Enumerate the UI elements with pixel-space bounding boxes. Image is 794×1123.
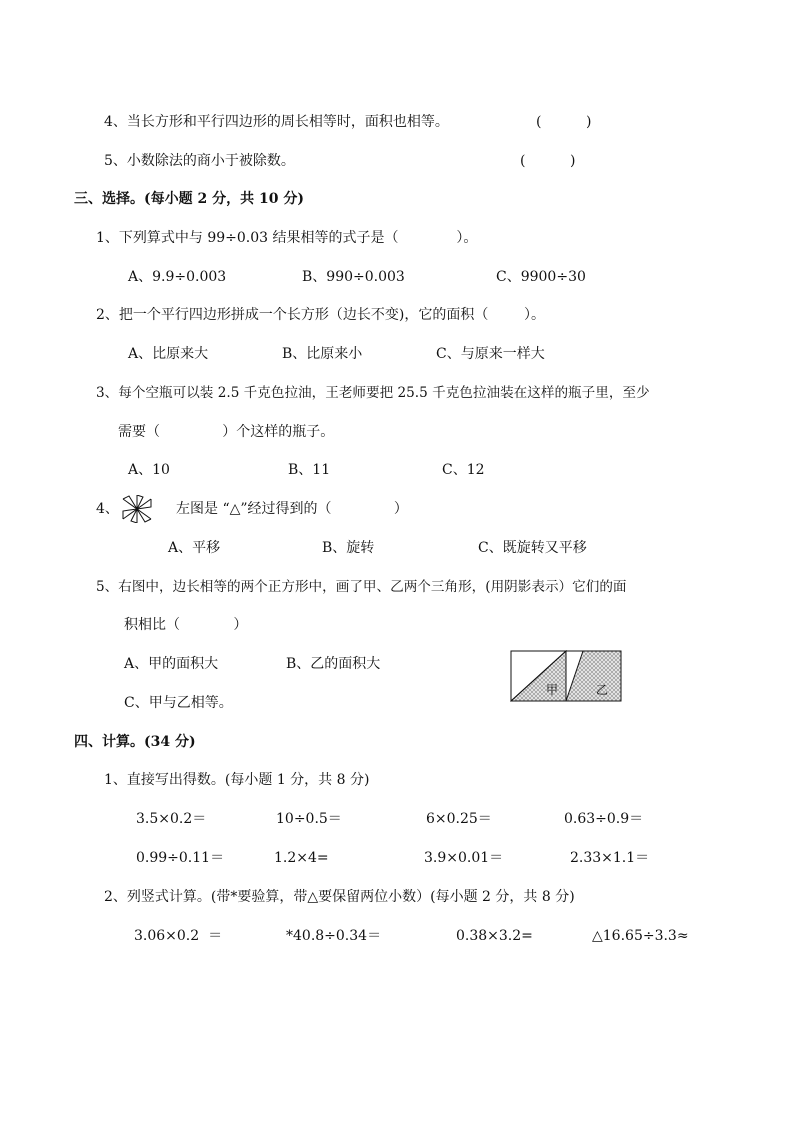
section-4-title: 四、计算。(34 分): [74, 734, 196, 750]
choice-5-option-a: A、甲的面积大: [124, 656, 219, 672]
calc-part-1-title: 1、直接写出得数。(每小题 1 分，共 8 分): [104, 772, 370, 788]
choice-5-option-b: B、乙的面积大: [286, 656, 381, 672]
choice-question-4: 左图是 “△”经过得到的（ ）: [176, 501, 408, 517]
oral-calc-1: 3.5×0.2＝: [136, 811, 207, 827]
choice-4-option-b: B、旋转: [322, 540, 375, 556]
vertical-calc-4: △16.65÷3.3≈: [592, 928, 689, 944]
choice-2-option-c: C、与原来一样大: [436, 346, 545, 362]
choice-5-option-c: C、甲与乙相等。: [124, 695, 233, 711]
judge-question-5: 5、小数除法的商小于被除数。: [104, 153, 295, 169]
choice-3-option-b: B、11: [288, 462, 331, 478]
judge-answer-bracket-5: ( ): [520, 153, 576, 169]
figure-label-jia: 甲: [546, 683, 559, 697]
choice-4-option-a: A、平移: [168, 540, 221, 556]
oral-calc-2: 10÷0.5＝: [276, 811, 342, 827]
choice-1-option-a: A、9.9÷0.003: [128, 269, 227, 285]
vertical-calc-3: 0.38×3.2=: [456, 928, 533, 944]
choice-1-option-b: B、990÷0.003: [302, 269, 405, 285]
two-squares-triangle-figure: [510, 650, 622, 702]
choice-question-3-cont: 需要（ ）个这样的瓶子。: [118, 424, 335, 440]
judge-question-4: 4、当长方形和平行四边形的周长相等时，面积也相等。: [104, 114, 449, 130]
oral-calc-8: 2.33×1.1＝: [570, 850, 650, 866]
oral-calc-7: 3.9×0.01＝: [424, 850, 504, 866]
vertical-calc-2: *40.8÷0.34＝: [286, 928, 382, 944]
choice-question-1: 1、下列算式中与 99÷0.03 结果相等的式子是（ ）。: [96, 230, 478, 246]
choice-3-option-c: C、12: [442, 462, 485, 478]
choice-question-4-number: 4、: [96, 501, 119, 517]
oral-calc-3: 6×0.25＝: [426, 811, 492, 827]
section-3-title: 三、选择。(每小题 2 分，共 10 分): [74, 191, 304, 207]
oral-calc-5: 0.99÷0.11＝: [136, 850, 225, 866]
choice-question-5: 5、右图中，边长相等的两个正方形中，画了甲、乙两个三角形，(用阴影表示）它们的面: [96, 579, 627, 595]
choice-2-option-b: B、比原来小: [282, 346, 363, 362]
oral-calc-6: 1.2×4=: [274, 850, 329, 866]
choice-question-5-cont: 积相比（ ）: [124, 617, 248, 633]
choice-2-option-a: A、比原来大: [128, 346, 209, 362]
choice-question-2: 2、把一个平行四边形拼成一个长方形（边长不变)，它的面积（ ）。: [96, 307, 545, 323]
figure-label-yi: 乙: [596, 683, 609, 697]
choice-4-option-c: C、既旋转又平移: [478, 540, 587, 556]
choice-1-option-c: C、9900÷30: [496, 269, 586, 285]
calc-part-2-title: 2、列竖式计算。(带*要验算，带△要保留两位小数）(每小题 2 分，共 8 分): [104, 889, 575, 905]
choice-question-3: 3、每个空瓶可以装 2.5 千克色拉油，王老师要把 25.5 千克色拉油装在这样的瓶子里，至少: [96, 385, 650, 401]
choice-3-option-a: A、10: [128, 462, 170, 478]
vertical-calc-1: 3.06×0.2 ＝: [134, 928, 223, 944]
pinwheel-figure: [121, 495, 153, 523]
oral-calc-4: 0.63÷0.9＝: [564, 811, 644, 827]
judge-answer-bracket-4: ( ): [536, 114, 592, 130]
